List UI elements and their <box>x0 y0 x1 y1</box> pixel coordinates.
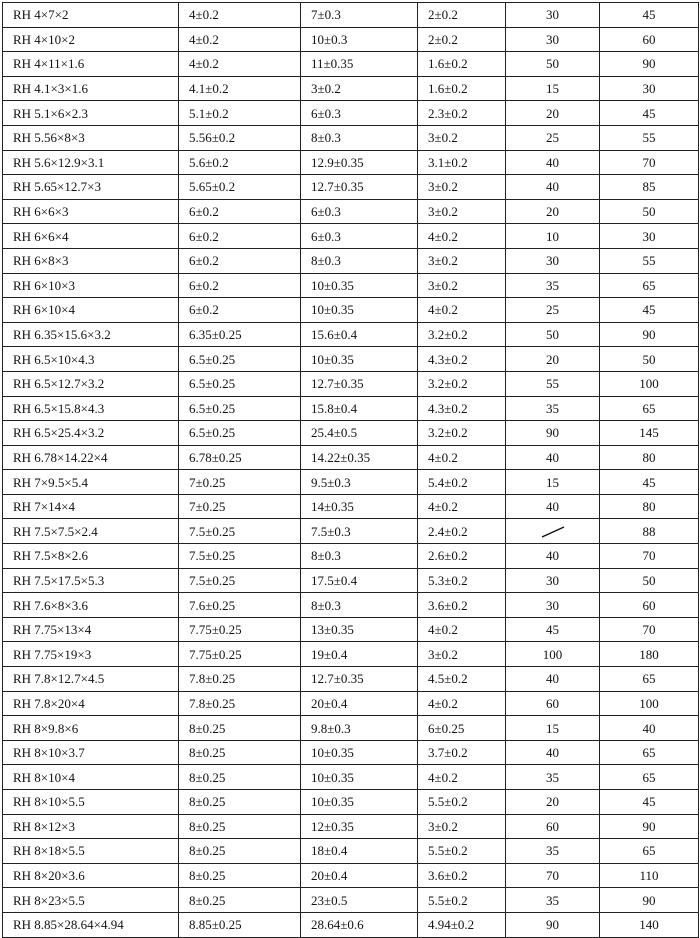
inner-diameter-cell: 5.65±0.2 <box>179 175 301 200</box>
table-row <box>3 421 699 446</box>
value-a-cell: 10 <box>506 224 600 249</box>
value-a-cell: 40 <box>506 150 600 175</box>
thickness-cell: 4±0.2 <box>418 298 506 323</box>
value-b-cell: 88 <box>600 519 699 544</box>
value-a-cell: 50 <box>506 322 600 347</box>
model-cell: RH 6×10×4 <box>3 298 179 323</box>
thickness-cell: 4.94±0.2 <box>418 912 506 937</box>
table-row <box>3 224 699 249</box>
inner-diameter-cell: 8±0.25 <box>179 716 301 741</box>
table-row <box>3 642 699 667</box>
value-a-cell <box>506 519 600 544</box>
value-b-cell: 80 <box>600 445 699 470</box>
inner-diameter-cell: 6±0.2 <box>179 298 301 323</box>
thickness-cell: 3.1±0.2 <box>418 150 506 175</box>
outer-diameter-cell: 8±0.3 <box>301 544 418 569</box>
value-a-cell: 30 <box>506 568 600 593</box>
thickness-cell: 2.3±0.2 <box>418 101 506 126</box>
inner-diameter-cell: 6±0.2 <box>179 224 301 249</box>
inner-diameter-cell: 7±0.25 <box>179 494 301 519</box>
outer-diameter-cell: 23±0.5 <box>301 888 418 913</box>
value-a-cell: 20 <box>506 790 600 815</box>
value-b-cell: 70 <box>600 617 699 642</box>
inner-diameter-cell: 6.5±0.25 <box>179 371 301 396</box>
inner-diameter-cell: 8±0.25 <box>179 839 301 864</box>
table-row <box>3 125 699 150</box>
value-a-cell: 20 <box>506 199 600 224</box>
inner-diameter-cell: 7.8±0.25 <box>179 667 301 692</box>
inner-diameter-cell: 4.1±0.2 <box>179 76 301 101</box>
outer-diameter-cell: 10±0.35 <box>301 273 418 298</box>
model-cell: RH 6×8×3 <box>3 248 179 273</box>
value-b-cell: 180 <box>600 642 699 667</box>
outer-diameter-cell: 18±0.4 <box>301 839 418 864</box>
thickness-cell: 5.5±0.2 <box>418 839 506 864</box>
table-row <box>3 248 699 273</box>
outer-diameter-cell: 10±0.35 <box>301 765 418 790</box>
value-b-cell: 90 <box>600 52 699 77</box>
outer-diameter-cell: 12±0.35 <box>301 814 418 839</box>
value-b-cell: 100 <box>600 691 699 716</box>
table-row <box>3 322 699 347</box>
thickness-cell: 3.2±0.2 <box>418 371 506 396</box>
model-cell: RH 7.8×12.7×4.5 <box>3 667 179 692</box>
thickness-cell: 2±0.2 <box>418 27 506 52</box>
inner-diameter-cell: 4±0.2 <box>179 27 301 52</box>
thickness-cell: 2.4±0.2 <box>418 519 506 544</box>
inner-diameter-cell: 5.56±0.2 <box>179 125 301 150</box>
inner-diameter-cell: 6.35±0.25 <box>179 322 301 347</box>
value-b-cell: 50 <box>600 347 699 372</box>
table-row <box>3 76 699 101</box>
value-b-cell: 65 <box>600 839 699 864</box>
table-row <box>3 593 699 618</box>
table-row <box>3 617 699 642</box>
value-a-cell: 25 <box>506 298 600 323</box>
outer-diameter-cell: 12.9±0.35 <box>301 150 418 175</box>
thickness-cell: 3.7±0.2 <box>418 740 506 765</box>
value-b-cell: 65 <box>600 273 699 298</box>
model-cell: RH 8×20×3.6 <box>3 863 179 888</box>
thickness-cell: 5.3±0.2 <box>418 568 506 593</box>
value-a-cell: 90 <box>506 421 600 446</box>
value-b-cell: 30 <box>600 76 699 101</box>
thickness-cell: 4±0.2 <box>418 617 506 642</box>
outer-diameter-cell: 10±0.35 <box>301 347 418 372</box>
outer-diameter-cell: 7.5±0.3 <box>301 519 418 544</box>
inner-diameter-cell: 5.6±0.2 <box>179 150 301 175</box>
thickness-cell: 5.5±0.2 <box>418 790 506 815</box>
inner-diameter-cell: 7.8±0.25 <box>179 691 301 716</box>
outer-diameter-cell: 10±0.35 <box>301 790 418 815</box>
model-cell: RH 7.8×20×4 <box>3 691 179 716</box>
model-cell: RH 7.5×17.5×5.3 <box>3 568 179 593</box>
outer-diameter-cell: 20±0.4 <box>301 691 418 716</box>
thickness-cell: 3±0.2 <box>418 175 506 200</box>
model-cell: RH 6.5×25.4×3.2 <box>3 421 179 446</box>
thickness-cell: 1.6±0.2 <box>418 76 506 101</box>
outer-diameter-cell: 3±0.2 <box>301 76 418 101</box>
inner-diameter-cell: 6.5±0.25 <box>179 347 301 372</box>
value-b-cell: 65 <box>600 765 699 790</box>
outer-diameter-cell: 12.7±0.35 <box>301 667 418 692</box>
outer-diameter-cell: 9.5±0.3 <box>301 470 418 495</box>
thickness-cell: 3.2±0.2 <box>418 421 506 446</box>
outer-diameter-cell: 12.7±0.35 <box>301 371 418 396</box>
table-row <box>3 691 699 716</box>
model-cell: RH 8×18×5.5 <box>3 839 179 864</box>
value-b-cell: 70 <box>600 544 699 569</box>
value-b-cell: 50 <box>600 199 699 224</box>
thickness-cell: 3.6±0.2 <box>418 863 506 888</box>
model-cell: RH 4×7×2 <box>3 3 179 28</box>
table-row <box>3 494 699 519</box>
value-a-cell: 90 <box>506 912 600 937</box>
outer-diameter-cell: 15.6±0.4 <box>301 322 418 347</box>
value-a-cell: 20 <box>506 101 600 126</box>
inner-diameter-cell: 8±0.25 <box>179 814 301 839</box>
table-row <box>3 52 699 77</box>
thickness-cell: 1.6±0.2 <box>418 52 506 77</box>
value-a-cell: 55 <box>506 371 600 396</box>
outer-diameter-cell: 10±0.3 <box>301 27 418 52</box>
table-row <box>3 790 699 815</box>
thickness-cell: 4.3±0.2 <box>418 347 506 372</box>
inner-diameter-cell: 8±0.25 <box>179 863 301 888</box>
outer-diameter-cell: 6±0.3 <box>301 101 418 126</box>
inner-diameter-cell: 7.75±0.25 <box>179 642 301 667</box>
value-b-cell: 30 <box>600 224 699 249</box>
inner-diameter-cell: 6±0.2 <box>179 273 301 298</box>
model-cell: RH 5.56×8×3 <box>3 125 179 150</box>
thickness-cell: 4±0.2 <box>418 494 506 519</box>
table-row <box>3 568 699 593</box>
model-cell: RH 8.85×28.64×4.94 <box>3 912 179 937</box>
thickness-cell: 4.5±0.2 <box>418 667 506 692</box>
inner-diameter-cell: 7±0.25 <box>179 470 301 495</box>
model-cell: RH 7×14×4 <box>3 494 179 519</box>
thickness-cell: 3±0.2 <box>418 199 506 224</box>
value-a-cell: 100 <box>506 642 600 667</box>
value-b-cell: 65 <box>600 396 699 421</box>
model-cell: RH 7×9.5×5.4 <box>3 470 179 495</box>
value-b-cell: 80 <box>600 494 699 519</box>
model-cell: RH 6.5×12.7×3.2 <box>3 371 179 396</box>
thickness-cell: 5.5±0.2 <box>418 888 506 913</box>
value-b-cell: 90 <box>600 322 699 347</box>
outer-diameter-cell: 6±0.3 <box>301 199 418 224</box>
inner-diameter-cell: 7.75±0.25 <box>179 617 301 642</box>
value-b-cell: 110 <box>600 863 699 888</box>
model-cell: RH 6×6×3 <box>3 199 179 224</box>
inner-diameter-cell: 7.6±0.25 <box>179 593 301 618</box>
model-cell: RH 6×6×4 <box>3 224 179 249</box>
value-a-cell: 40 <box>506 445 600 470</box>
value-b-cell: 60 <box>600 593 699 618</box>
value-b-cell: 100 <box>600 371 699 396</box>
thickness-cell: 3.6±0.2 <box>418 593 506 618</box>
inner-diameter-cell: 4±0.2 <box>179 52 301 77</box>
table-row <box>3 347 699 372</box>
table-row <box>3 3 699 28</box>
model-cell: RH 5.6×12.9×3.1 <box>3 150 179 175</box>
outer-diameter-cell: 14.22±0.35 <box>301 445 418 470</box>
value-a-cell: 40 <box>506 544 600 569</box>
table-row <box>3 544 699 569</box>
table-row <box>3 199 699 224</box>
value-b-cell: 140 <box>600 912 699 937</box>
value-b-cell: 45 <box>600 790 699 815</box>
outer-diameter-cell: 19±0.4 <box>301 642 418 667</box>
value-a-cell: 40 <box>506 740 600 765</box>
model-cell: RH 6.5×10×4.3 <box>3 347 179 372</box>
outer-diameter-cell: 15.8±0.4 <box>301 396 418 421</box>
value-a-cell: 60 <box>506 691 600 716</box>
table-row <box>3 667 699 692</box>
inner-diameter-cell: 7.5±0.25 <box>179 568 301 593</box>
outer-diameter-cell: 25.4±0.5 <box>301 421 418 446</box>
spec-table-container <box>2 2 699 938</box>
value-a-cell: 35 <box>506 396 600 421</box>
spec-table-body <box>3 3 699 938</box>
outer-diameter-cell: 17.5±0.4 <box>301 568 418 593</box>
thickness-cell: 4±0.2 <box>418 224 506 249</box>
model-cell: RH 4×11×1.6 <box>3 52 179 77</box>
value-b-cell: 50 <box>600 568 699 593</box>
thickness-cell: 3±0.2 <box>418 248 506 273</box>
thickness-cell: 4±0.2 <box>418 765 506 790</box>
table-row <box>3 470 699 495</box>
value-b-cell: 85 <box>600 175 699 200</box>
table-row <box>3 912 699 937</box>
inner-diameter-cell: 8.85±0.25 <box>179 912 301 937</box>
slash-icon <box>540 525 566 539</box>
thickness-cell: 2±0.2 <box>418 3 506 28</box>
outer-diameter-cell: 12.7±0.35 <box>301 175 418 200</box>
value-b-cell: 55 <box>600 248 699 273</box>
value-a-cell: 30 <box>506 27 600 52</box>
model-cell: RH 8×23×5.5 <box>3 888 179 913</box>
table-row <box>3 863 699 888</box>
thickness-cell: 6±0.25 <box>418 716 506 741</box>
table-row <box>3 765 699 790</box>
value-b-cell: 145 <box>600 421 699 446</box>
outer-diameter-cell: 14±0.35 <box>301 494 418 519</box>
table-row <box>3 396 699 421</box>
table-row <box>3 175 699 200</box>
model-cell: RH 4.1×3×1.6 <box>3 76 179 101</box>
model-cell: RH 8×10×3.7 <box>3 740 179 765</box>
model-cell: RH 7.75×13×4 <box>3 617 179 642</box>
value-b-cell: 40 <box>600 716 699 741</box>
model-cell: RH 6.35×15.6×3.2 <box>3 322 179 347</box>
value-a-cell: 15 <box>506 470 600 495</box>
thickness-cell: 4±0.2 <box>418 691 506 716</box>
value-a-cell: 25 <box>506 125 600 150</box>
value-b-cell: 60 <box>600 27 699 52</box>
inner-diameter-cell: 8±0.25 <box>179 888 301 913</box>
thickness-cell: 4.3±0.2 <box>418 396 506 421</box>
table-row <box>3 101 699 126</box>
value-a-cell: 50 <box>506 52 600 77</box>
model-cell: RH 7.5×7.5×2.4 <box>3 519 179 544</box>
model-cell: RH 8×9.8×6 <box>3 716 179 741</box>
value-b-cell: 45 <box>600 298 699 323</box>
model-cell: RH 8×10×5.5 <box>3 790 179 815</box>
thickness-cell: 3±0.2 <box>418 642 506 667</box>
thickness-cell: 3.2±0.2 <box>418 322 506 347</box>
outer-diameter-cell: 10±0.35 <box>301 298 418 323</box>
value-a-cell: 45 <box>506 617 600 642</box>
model-cell: RH 8×12×3 <box>3 814 179 839</box>
model-cell: RH 8×10×4 <box>3 765 179 790</box>
value-b-cell: 45 <box>600 101 699 126</box>
outer-diameter-cell: 28.64±0.6 <box>301 912 418 937</box>
value-a-cell: 40 <box>506 494 600 519</box>
inner-diameter-cell: 8±0.25 <box>179 740 301 765</box>
inner-diameter-cell: 5.1±0.2 <box>179 101 301 126</box>
outer-diameter-cell: 8±0.3 <box>301 593 418 618</box>
table-row <box>3 273 699 298</box>
thickness-cell: 3±0.2 <box>418 273 506 298</box>
model-cell: RH 6×10×3 <box>3 273 179 298</box>
value-b-cell: 90 <box>600 888 699 913</box>
model-cell: RH 7.5×8×2.6 <box>3 544 179 569</box>
value-b-cell: 45 <box>600 3 699 28</box>
value-a-cell: 60 <box>506 814 600 839</box>
spec-table <box>2 2 699 938</box>
value-a-cell: 70 <box>506 863 600 888</box>
value-a-cell: 30 <box>506 3 600 28</box>
value-a-cell: 35 <box>506 888 600 913</box>
outer-diameter-cell: 9.8±0.3 <box>301 716 418 741</box>
value-a-cell: 15 <box>506 76 600 101</box>
thickness-cell: 3±0.2 <box>418 814 506 839</box>
value-b-cell: 45 <box>600 470 699 495</box>
thickness-cell: 3±0.2 <box>418 125 506 150</box>
inner-diameter-cell: 7.5±0.25 <box>179 519 301 544</box>
value-a-cell: 20 <box>506 347 600 372</box>
outer-diameter-cell: 10±0.35 <box>301 740 418 765</box>
outer-diameter-cell: 8±0.3 <box>301 248 418 273</box>
value-a-cell: 35 <box>506 765 600 790</box>
outer-diameter-cell: 7±0.3 <box>301 3 418 28</box>
value-a-cell: 40 <box>506 175 600 200</box>
model-cell: RH 5.65×12.7×3 <box>3 175 179 200</box>
inner-diameter-cell: 6±0.2 <box>179 199 301 224</box>
value-b-cell: 55 <box>600 125 699 150</box>
inner-diameter-cell: 8±0.25 <box>179 765 301 790</box>
value-a-cell: 35 <box>506 273 600 298</box>
table-row <box>3 716 699 741</box>
outer-diameter-cell: 13±0.35 <box>301 617 418 642</box>
model-cell: RH 7.75×19×3 <box>3 642 179 667</box>
table-row <box>3 298 699 323</box>
table-row <box>3 371 699 396</box>
value-a-cell: 35 <box>506 839 600 864</box>
value-b-cell: 70 <box>600 150 699 175</box>
inner-diameter-cell: 4±0.2 <box>179 3 301 28</box>
table-row <box>3 150 699 175</box>
inner-diameter-cell: 6.5±0.25 <box>179 396 301 421</box>
table-row <box>3 839 699 864</box>
value-a-cell: 30 <box>506 593 600 618</box>
inner-diameter-cell: 6.78±0.25 <box>179 445 301 470</box>
inner-diameter-cell: 6.5±0.25 <box>179 421 301 446</box>
outer-diameter-cell: 20±0.4 <box>301 863 418 888</box>
model-cell: RH 4×10×2 <box>3 27 179 52</box>
table-row <box>3 814 699 839</box>
table-row <box>3 27 699 52</box>
model-cell: RH 6.5×15.8×4.3 <box>3 396 179 421</box>
value-a-cell: 40 <box>506 667 600 692</box>
table-row <box>3 445 699 470</box>
value-a-cell: 30 <box>506 248 600 273</box>
model-cell: RH 6.78×14.22×4 <box>3 445 179 470</box>
table-row <box>3 740 699 765</box>
value-b-cell: 65 <box>600 667 699 692</box>
thickness-cell: 5.4±0.2 <box>418 470 506 495</box>
outer-diameter-cell: 8±0.3 <box>301 125 418 150</box>
thickness-cell: 4±0.2 <box>418 445 506 470</box>
model-cell: RH 7.6×8×3.6 <box>3 593 179 618</box>
thickness-cell: 2.6±0.2 <box>418 544 506 569</box>
model-cell: RH 5.1×6×2.3 <box>3 101 179 126</box>
table-row <box>3 519 699 544</box>
table-row <box>3 888 699 913</box>
outer-diameter-cell: 11±0.35 <box>301 52 418 77</box>
value-b-cell: 65 <box>600 740 699 765</box>
outer-diameter-cell: 6±0.3 <box>301 224 418 249</box>
inner-diameter-cell: 6±0.2 <box>179 248 301 273</box>
inner-diameter-cell: 7.5±0.25 <box>179 544 301 569</box>
inner-diameter-cell: 8±0.25 <box>179 790 301 815</box>
value-a-cell: 15 <box>506 716 600 741</box>
value-b-cell: 90 <box>600 814 699 839</box>
